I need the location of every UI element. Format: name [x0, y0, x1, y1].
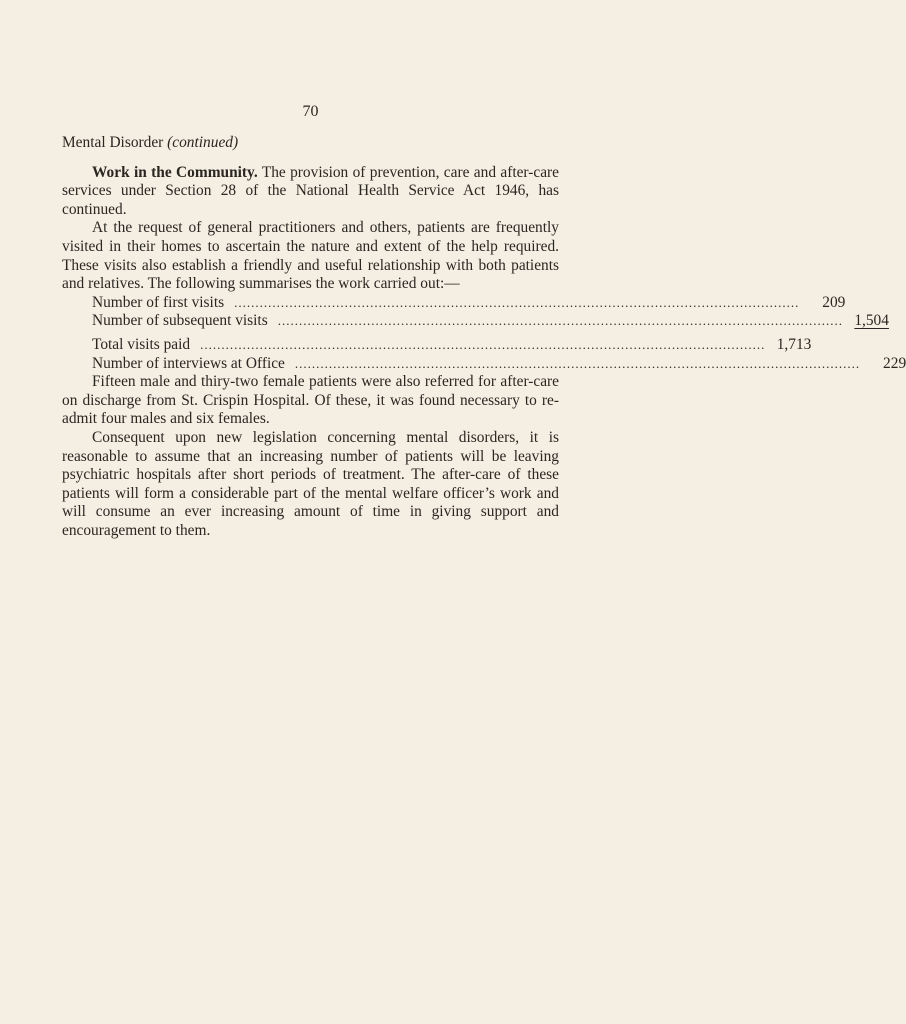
paragraph-work-in-community [62, 164, 559, 220]
stat-value: 209 [822, 293, 846, 311]
stat-label: Total visits paid [92, 335, 191, 353]
stat-row-office-interviews [92, 354, 906, 374]
leader-dots: ..................................................................................................................................... [234, 294, 800, 310]
stat-value: 1,504 [854, 312, 889, 330]
leader-dots: ..................................................................................................................................... [277, 313, 843, 329]
section-title-suffix: (continued) [167, 134, 239, 151]
stat-label: Number of subsequent visits [92, 312, 268, 330]
page-content [62, 134, 906, 540]
leader-dots: ..................................................................................................................................... [200, 336, 766, 352]
section-title: Mental Disorder [62, 134, 164, 151]
leader-dots: ..................................................................................................................................... [294, 355, 861, 371]
stat-label: Number of first visits [92, 293, 225, 311]
paragraph-home-visits: At the request of general practitioners and others, patients are frequently visited in their homes to ascertain the nature and extent of the help required. These visits also establish a friendly and useful relationship with both patients and relatives. The following summarises the work carried out:— [62, 219, 559, 293]
stat-value: 1,713 [776, 335, 812, 353]
stat-value: 229 [883, 354, 906, 372]
stat-label: Number of interviews at Office [92, 354, 285, 372]
stat-row-subsequent-visits [92, 312, 889, 331]
paragraph-lead-heading: Work in the Community. [92, 163, 258, 181]
paragraph-legislation: Consequent upon new legislation concerning mental disorders, it is reasonable to assume that an increasing number of patients will be leaving psychiatric hospitals after short periods of treatment. The after-care of these patients will form a considerable part of the mental welfare officer’s work and will consume an ever increasing amount of time in giving support and encouragement to them. [62, 428, 559, 539]
paragraph-referrals: Fifteen male and thiry-two female patients were also referred for after-care on discharge from St. Crispin Hospital. Of these, it was found necessary to re-admit four males and six females. [62, 373, 559, 428]
paragraph-work-text: The provision of prevention, care and after-care services under Section 28 of the National Health Service Act 1946, has continued. [62, 163, 559, 218]
visits-summary-table [92, 293, 906, 373]
page-number: 70 [302, 103, 319, 120]
section-heading [62, 134, 559, 153]
stat-row-total-visits [92, 335, 812, 355]
stat-row-first-visits [92, 293, 846, 313]
